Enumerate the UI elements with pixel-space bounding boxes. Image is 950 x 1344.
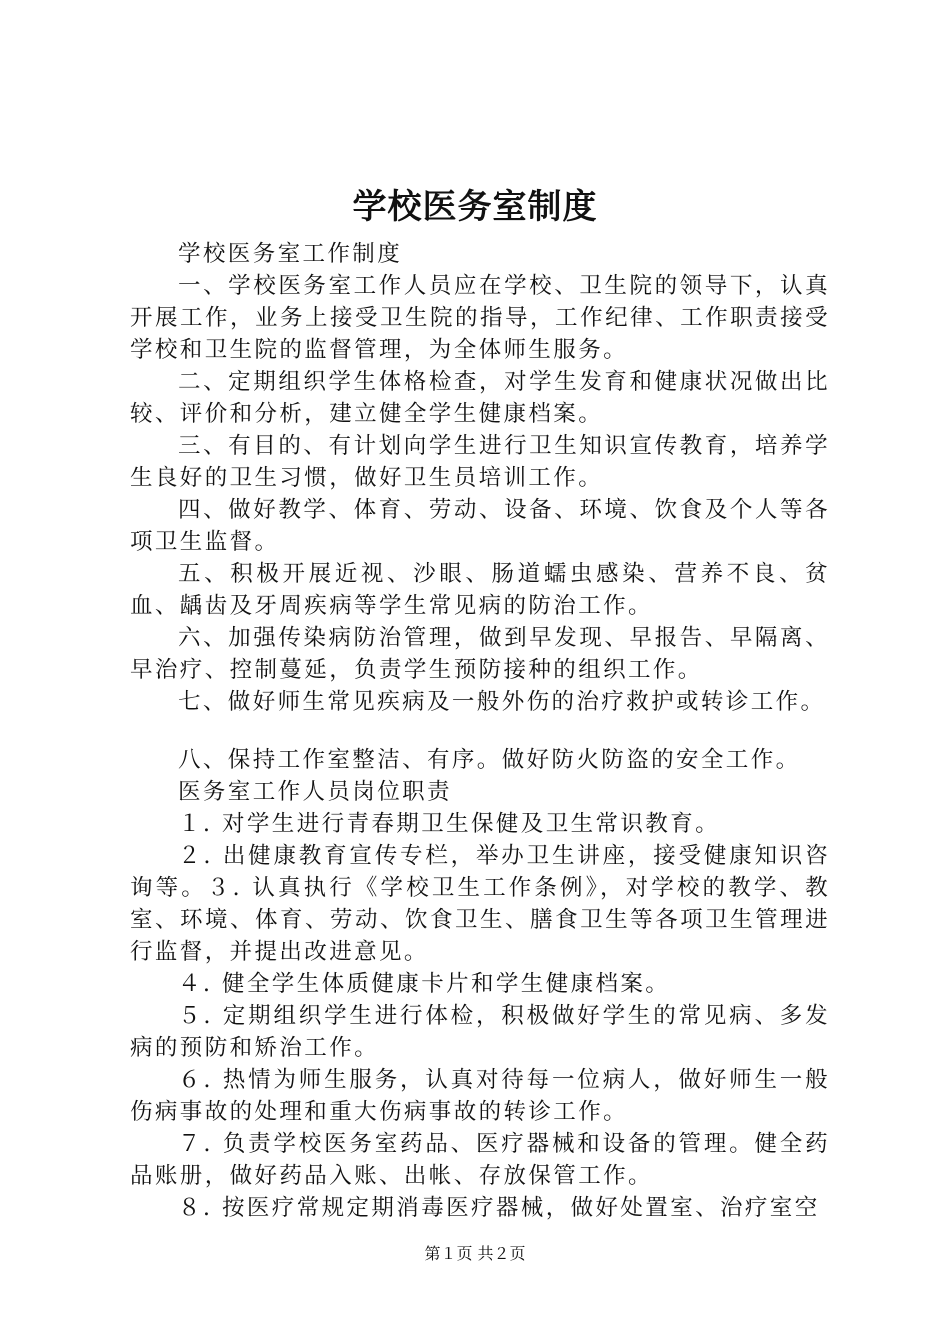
section-heading: 医务室工作人员岗位职责 (178, 779, 452, 805)
paragraph: 三、有目的、有计划向学生进行卫生知识宣传教育，培养学生良好的卫生习惯，做好卫生员培训工作。 (130, 433, 830, 491)
paragraph: 二、定期组织学生体格检查，对学生发育和健康状况做出比较、评价和分析，建立健全学生健康档案。 (130, 369, 830, 427)
paragraph: 八、保持工作室整洁、有序。做好防火防盗的安全工作。 (178, 747, 801, 773)
page-footer: 第１页 共２页 (424, 1244, 526, 1263)
paragraph: ５. 定期组织学生进行体检，积极做好学生的常见病、多发病的预防和矫治工作。 (130, 1003, 830, 1061)
paragraph: 七、做好师生常见疾病及一般外伤的治疗救护或转诊工作。 (178, 689, 826, 715)
paragraph: １. 对学生进行青春期卫生保健及卫生常识教育。 (178, 811, 721, 837)
document-body (130, 238, 830, 1224)
section-heading: 学校医务室工作制度 (178, 241, 403, 267)
paragraph: 六、加强传染病防治管理，做到早发现、早报告、早隔离、早治疗、控制蔓延，负责学生预防接种的组织工作。 (130, 625, 830, 683)
paragraph: ２. 出健康教育宣传专栏，举办卫生讲座，接受健康知识咨询等。３. 认真执行《学校卫生工作条例》，对学校的教学、教室、环境、体育、劳动、饮食卫生、膳食卫生等各项卫生管理进行监督，并提出改进意见。 (130, 843, 830, 965)
paragraph: 一、学校医务室工作人员应在学校、卫生院的领导下，认真开展工作，业务上接受卫生院的指导，工作纪律、工作职责接受学校和卫生院的监督管理，为全体师生服务。 (130, 273, 830, 363)
document-title: 学校医务室制度 (352, 187, 598, 227)
paragraph: 四、做好教学、体育、劳动、设备、环境、饮食及个人等各项卫生监督。 (130, 497, 830, 555)
paragraph: ４. 健全学生体质健康卡片和学生健康档案。 (178, 971, 671, 997)
paragraph: ７. 负责学校医务室药品、医疗器械和设备的管理。健全药品账册，做好药品入账、出帐、存放保管工作。 (130, 1131, 830, 1189)
paragraph: 五、积极开展近视、沙眼、肠道蠕虫感染、营养不良、贫血、龋齿及牙周疾病等学生常见病的防治工作。 (130, 561, 830, 619)
paragraph: ６. 热情为师生服务，认真对待每一位病人，做好师生一般伤病事故的处理和重大伤病事故的转诊工作。 (130, 1067, 830, 1125)
paragraph: ８. 按医疗常规定期消毒医疗器械，做好处置室、治疗室空 (178, 1195, 820, 1221)
